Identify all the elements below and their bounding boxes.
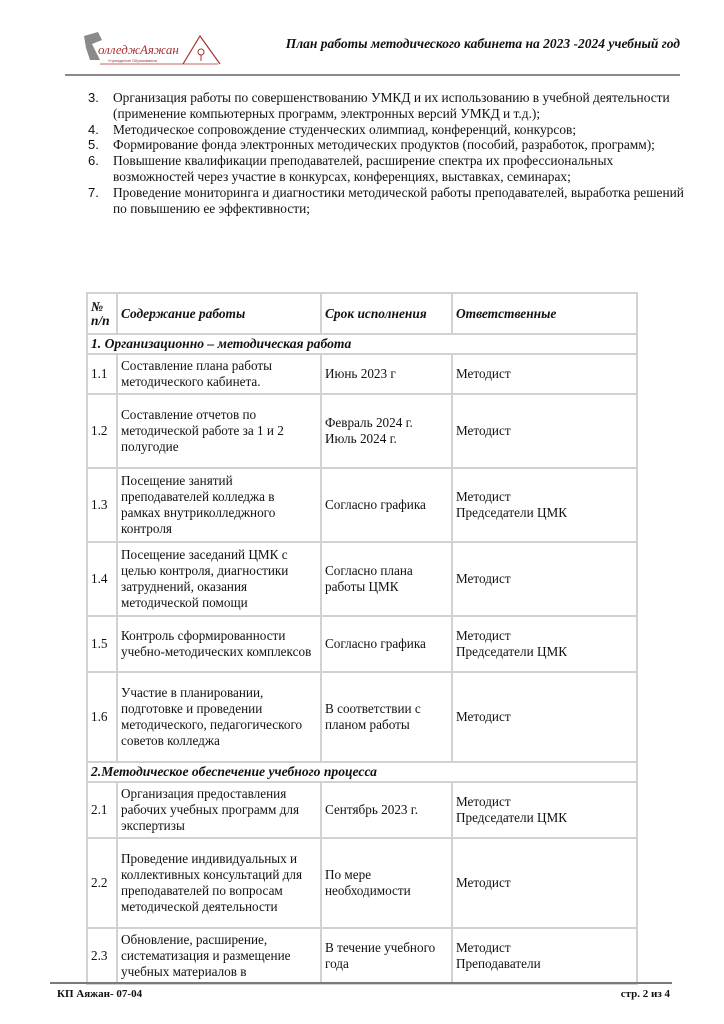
responsible-line: Методист <box>456 366 511 381</box>
row-number: 2.3 <box>87 928 117 984</box>
table-row <box>87 468 637 542</box>
table-row <box>87 354 637 394</box>
row-deadline <box>321 928 452 984</box>
deadline-line: Согласно плана работы ЦМК <box>325 563 413 594</box>
row-number: 1.6 <box>87 672 117 762</box>
responsible-line: Председатели ЦМК <box>456 505 568 520</box>
page-header <box>60 20 680 76</box>
deadline-line: В течение учебного года <box>325 940 436 971</box>
responsible-line: Методист <box>456 489 511 504</box>
header-deadline: Срок исполнения <box>321 293 452 334</box>
footer-divider <box>50 982 672 984</box>
section-row <box>87 334 637 354</box>
responsible-line: Методист <box>456 628 511 643</box>
objective-number: 6. <box>88 153 99 169</box>
objective-item <box>88 153 688 185</box>
header-number-label: п/п <box>91 312 110 328</box>
row-responsible <box>452 616 637 672</box>
responsible-line: Председатели ЦМК <box>456 810 568 825</box>
row-deadline <box>321 672 452 762</box>
row-responsible <box>452 782 637 838</box>
objective-number: 7. <box>88 184 99 200</box>
objective-item <box>88 122 688 138</box>
header-number <box>87 293 117 334</box>
row-responsible <box>452 394 637 468</box>
logo-text: олледжАяжан <box>98 42 179 57</box>
deadline-line: Июнь 2023 г <box>325 366 396 381</box>
row-number: 1.3 <box>87 468 117 542</box>
section-row <box>87 762 637 782</box>
objective-text: Повышение квалификации преподавателей, расширение спектра их профессиональных возможностей через участие в конкурсах, конференциях, выставках, семинарах; <box>113 153 614 184</box>
row-deadline <box>321 468 452 542</box>
row-content: Участие в планировании, подготовке и проведении методического, педагогического советов колледжа <box>117 672 321 762</box>
objective-number: 3. <box>88 90 99 105</box>
objective-text: Организация работы по совершенствованию УМКД и их использованию в учебной деятельности (применение компьютерных программ, электронных версий УМКД и т.д.); <box>113 90 670 121</box>
row-content: Посещение занятий преподавателей колледжа в рамках внутриколледжного контроля <box>117 468 321 542</box>
row-content: Организация предоставления рабочих учебных программ для экспертизы <box>117 782 321 838</box>
objective-number: 4. <box>88 121 99 137</box>
responsible-line: Методист <box>456 794 511 809</box>
table-row <box>87 782 637 838</box>
objective-item <box>88 137 688 153</box>
deadline-line: В соответствии с планом работы <box>325 701 421 732</box>
responsible-line: Методист <box>456 709 511 724</box>
table-row <box>87 672 637 762</box>
table-row <box>87 838 637 928</box>
responsible-line: Председатели ЦМК <box>456 644 568 659</box>
row-content: Обновление, расширение, систематизация и размещение учебных материалов в <box>117 928 321 984</box>
row-deadline <box>321 354 452 394</box>
document-code: КП Аяжан- 07-04 <box>57 988 143 1000</box>
row-number: 2.1 <box>87 782 117 838</box>
document-title: План работы методического кабинета на 2023 -2024 учебный год <box>285 36 680 51</box>
objective-text: Проведение мониторинга и диагностики методической работы преподавателей, выработка решений по повышению ее эффективности; <box>113 184 684 216</box>
responsible-line: Преподаватели <box>456 956 541 971</box>
row-deadline <box>321 542 452 616</box>
row-number: 2.2 <box>87 838 117 928</box>
row-responsible <box>452 838 637 928</box>
responsible-line: Методист <box>456 571 511 586</box>
table-row <box>87 928 637 984</box>
row-responsible <box>452 354 637 394</box>
responsible-line: Методист <box>456 940 511 955</box>
header-divider <box>65 74 680 76</box>
row-number: 1.5 <box>87 616 117 672</box>
row-content: Контроль сформированности учебно-методических комплексов <box>117 616 321 672</box>
row-deadline <box>321 616 452 672</box>
row-deadline <box>321 782 452 838</box>
row-content: Составление отчетов по методической работе за 1 и 2 полугодие <box>117 394 321 468</box>
row-responsible <box>452 928 637 984</box>
header-number-symbol: № <box>91 298 104 314</box>
section-title: 1. Организационно – методическая работа <box>87 334 637 354</box>
objectives-list <box>88 90 688 216</box>
row-content: Проведение индивидуальных и коллективных консультаций для преподавателей по вопросам методической деятельности <box>117 838 321 928</box>
work-plan-table <box>86 292 638 985</box>
section-title: 2.Методическое обеспечение учебного процесса <box>87 762 637 782</box>
row-number: 1.4 <box>87 542 117 616</box>
table-header-row <box>87 293 637 334</box>
deadline-line: Февраль 2024 г. <box>325 415 413 430</box>
deadline-line: Согласно графика <box>325 497 426 512</box>
table-body <box>87 334 637 984</box>
header-responsible: Ответственные <box>452 293 637 334</box>
objective-item <box>88 90 688 122</box>
deadline-line: По мере необходимости <box>325 867 411 898</box>
svg-text:Учреждение Образования: Учреждение Образования <box>108 58 157 63</box>
row-number: 1.1 <box>87 354 117 394</box>
responsible-line: Методист <box>456 875 511 890</box>
deadline-line: Согласно графика <box>325 636 426 651</box>
row-deadline <box>321 394 452 468</box>
row-content: Составление плана работы методического кабинета. <box>117 354 321 394</box>
responsible-line: Методист <box>456 423 511 438</box>
row-deadline <box>321 838 452 928</box>
table-row <box>87 394 637 468</box>
row-content: Посещение заседаний ЦМК с целью контроля, диагностики затруднений, оказания методической помощи <box>117 542 321 616</box>
table-row <box>87 542 637 616</box>
row-number: 1.2 <box>87 394 117 468</box>
college-logo <box>78 30 228 66</box>
row-responsible <box>452 672 637 762</box>
objective-item <box>88 185 688 217</box>
header-content: Содержание работы <box>117 293 321 334</box>
deadline-line: Сентябрь 2023 г. <box>325 802 419 817</box>
objective-number: 5. <box>88 137 99 153</box>
page-number: стр. 2 из 4 <box>620 988 670 1000</box>
row-responsible <box>452 542 637 616</box>
row-responsible <box>452 468 637 542</box>
deadline-line: Июль 2024 г. <box>325 431 397 446</box>
objective-text: Методическое сопровождение студенческих олимпиад, конференций, конкурсов; <box>113 121 577 137</box>
objective-text: Формирование фонда электронных методических продуктов (пособий, разработок, программ); <box>113 137 655 153</box>
table-row <box>87 616 637 672</box>
